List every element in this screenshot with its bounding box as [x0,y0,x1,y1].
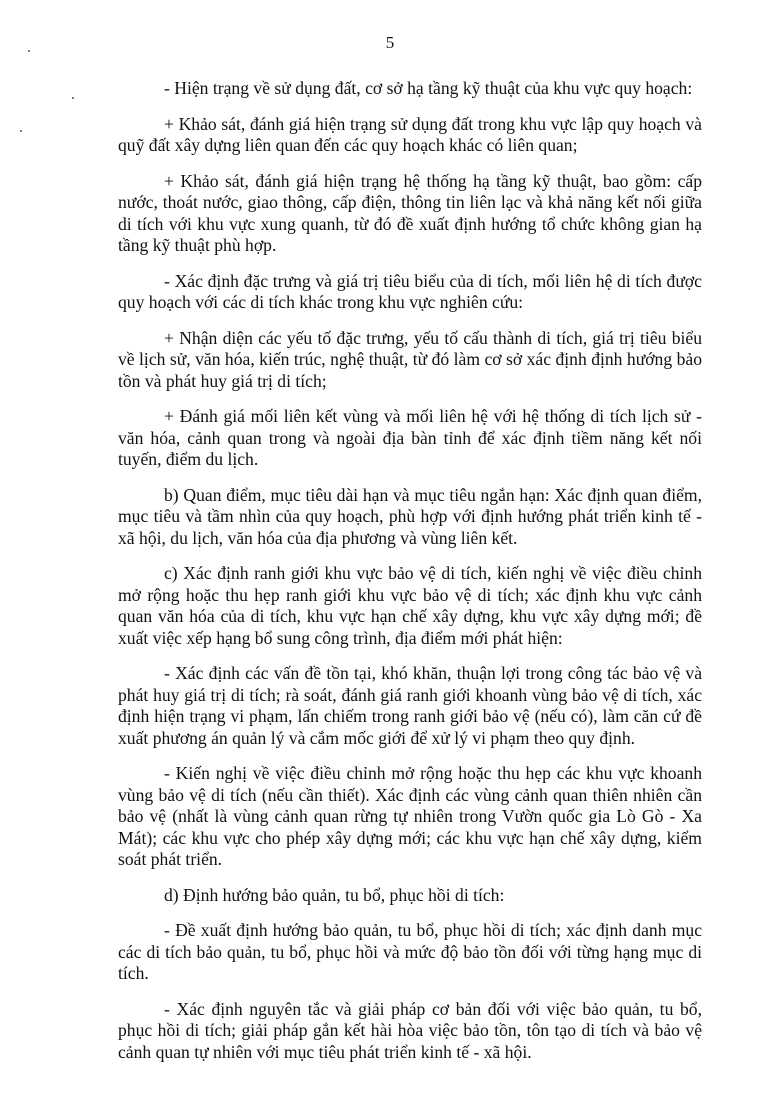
paragraph: - Xác định đặc trưng và giá trị tiêu biểu của di tích, mối liên hệ di tích được quy hoạch với các di tích khác trong khu vực nghiên cứu: [118,270,702,312]
paragraph: + Khảo sát, đánh giá hiện trạng sử dụng đất trong khu vực lập quy hoạch và quỹ đất xây dựng liên quan đến các quy hoạch khác có liên quan; [118,113,702,155]
paragraph: + Nhận diện các yếu tố đặc trưng, yếu tố cấu thành di tích, giá trị tiêu biểu về lịch sử, văn hóa, kiến trúc, nghệ thuật, từ đó làm cơ sở xác định định hướng bảo tồn và phát huy giá trị di tích; [118,327,702,391]
scan-speck [72,97,74,99]
page-number: 5 [385,33,395,52]
paragraph: - Hiện trạng về sử dụng đất, cơ sở hạ tầng kỹ thuật của khu vực quy hoạch: [164,78,693,98]
paragraph: + Khảo sát, đánh giá hiện trạng hệ thống hạ tầng kỹ thuật, bao gồm: cấp nước, thoát nước, giao thông, cấp điện, thông tin liên lạc và khả năng kết nối giữa di tích với khu vực xung quanh, từ đó đề xuất định hướng tổ chức không gian hạ tầng kỹ thuật phù hợp. [118,170,702,255]
document-body [118,78,702,1077]
scan-speck [28,50,30,52]
paragraph: - Kiến nghị về việc điều chỉnh mở rộng hoặc thu hẹp các khu vực khoanh vùng bảo vệ di tích (nếu cần thiết). Xác định các vùng cảnh quan thiên nhiên cần bảo vệ (nhất là vùng cảnh quan rừng tự nhiên trong Vườn quốc gia Lò Gò - Xa Mát); các khu vực cho phép xây dựng mới; các khu vực hạn chế xây dựng, kiểm soát phát triển. [118,763,702,869]
paragraph: + Đánh giá mối liên kết vùng và mối liên hệ với hệ thống di tích lịch sử - văn hóa, cảnh quan trong và ngoài địa bàn tỉnh để xác định tiềm năng kết nối tuyến, điểm du lịch. [118,406,702,469]
paragraph: - Đề xuất định hướng bảo quản, tu bổ, phục hồi di tích; xác định danh mục các di tích bảo quản, tu bổ, phục hồi và mức độ bảo tồn đối với từng hạng mục di tích. [118,920,702,983]
paragraph: b) Quan điểm, mục tiêu dài hạn và mục tiêu ngắn hạn: Xác định quan điểm, mục tiêu và tầm nhìn của quy hoạch, phù hợp với định hướng phát triển kinh tế - xã hội, du lịch, văn hóa của địa phương và vùng liên kết. [118,484,702,548]
paragraph: - Xác định các vấn đề tồn tại, khó khăn, thuận lợi trong công tác bảo vệ và phát huy giá trị di tích; rà soát, đánh giá ranh giới khoanh vùng bảo vệ di tích, xác định hiện trạng vi phạm, lấn chiếm trong ranh giới bảo vệ (nếu có), làm căn cứ đề xuất phương án quản lý và cắm mốc giới để xử lý vi phạm theo quy định. [118,663,702,748]
paragraph: d) Định hướng bảo quản, tu bổ, phục hồi di tích: [164,884,505,905]
paragraph: - Xác định nguyên tắc và giải pháp cơ bản đối với việc bảo quản, tu bổ, phục hồi di tích; giải pháp gắn kết hài hòa việc bảo tồn, tôn tạo di tích và bảo vệ cảnh quan tự nhiên với mục tiêu phát triển kinh tế - xã hội. [118,998,702,1062]
paragraph: c) Xác định ranh giới khu vực bảo vệ di tích, kiến nghị về việc điều chỉnh mở rộng hoặc thu hẹp ranh giới khu vực bảo vệ di tích; xác định khu vực cảnh quan văn hóa của di tích, khu vực hạn chế xây dựng, khu vực xây dựng mới; đề xuất việc xếp hạng bổ sung công trình, địa điểm mới phát hiện: [118,563,702,648]
scan-speck [20,130,22,132]
